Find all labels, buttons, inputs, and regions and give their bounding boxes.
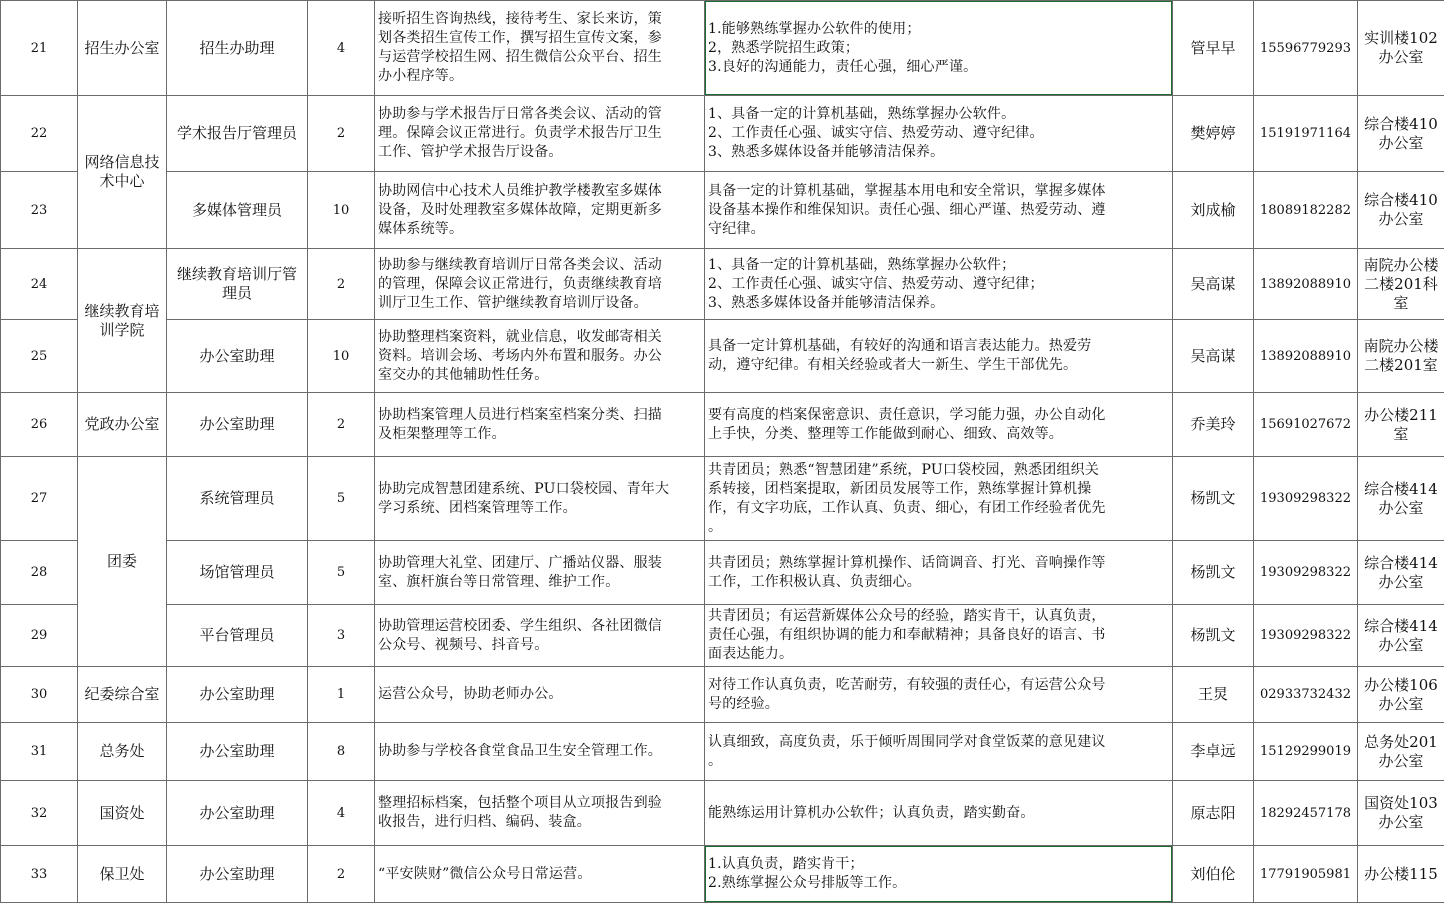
- duty-description[interactable]: [375, 96, 705, 172]
- duty-description[interactable]: [375, 172, 705, 249]
- requirements-line: 对待工作认真负责，吃苦耐劳，有较强的责任心，有运营公众号: [708, 676, 1169, 695]
- duty-description-line: 办小程序等。: [378, 67, 701, 86]
- requirements-line: 。: [708, 518, 1169, 537]
- contact-person[interactable]: 吴高谋: [1173, 249, 1254, 320]
- duty-description-line: 协助管理运营校团委、学生组织、各社团微信: [378, 617, 701, 636]
- requirements-line: 共青团员；有运营新媒体公众号的经验，踏实肯干，认真负责，: [708, 607, 1169, 626]
- post-name[interactable]: 继续教育培训厅管理员: [167, 249, 308, 320]
- office-location-line: 国资处103: [1361, 794, 1441, 813]
- office-location[interactable]: [1358, 846, 1444, 903]
- table-row: [1, 723, 1444, 781]
- requirements-line: 3.良好的沟通能力，责任心强，细心严谨。: [708, 58, 1169, 77]
- duty-description-line: 协助完成智慧团建系统、PU口袋校园、青年大: [378, 480, 701, 499]
- office-location[interactable]: [1358, 249, 1444, 320]
- department[interactable]: 保卫处: [78, 846, 167, 903]
- duty-description-line: 与运营学校招生网、招生微信公众平台、招生: [378, 48, 701, 67]
- contact-phone[interactable]: 18089182282: [1254, 172, 1358, 249]
- requirements-line: 2、工作责任心强、诚实守信、热爱劳动、遵守纪律。: [708, 124, 1169, 143]
- office-location[interactable]: [1358, 172, 1444, 249]
- row-number[interactable]: 25: [1, 320, 78, 393]
- duty-description-line: 收报告，进行归档、编码、装盒。: [378, 813, 701, 832]
- requirements-line: 工作，工作积极认真、负责细心。: [708, 573, 1169, 592]
- duty-description-line: 协助网信中心技术人员维护教学楼教室多媒体: [378, 182, 701, 201]
- office-location-line: 南院办公楼: [1361, 337, 1441, 356]
- requirements-line: 守纪律。: [708, 220, 1169, 239]
- headcount[interactable]: 4: [308, 1, 375, 96]
- table-row: [1, 457, 1444, 541]
- contact-phone[interactable]: 17791905981: [1254, 846, 1358, 903]
- post-name[interactable]: 办公室助理: [167, 393, 308, 457]
- office-location-line: 综合楼410: [1361, 115, 1441, 134]
- duty-description[interactable]: [375, 541, 705, 605]
- requirements-line: 3、熟悉多媒体设备并能够清洁保养。: [708, 143, 1169, 162]
- duty-description-line: 划各类招生宣传工作，撰写招生宣传文案，参: [378, 29, 701, 48]
- duty-description-line: 接听招生咨询热线，接待考生、家长来访，策: [378, 10, 701, 29]
- duty-description-line: 媒体系统等。: [378, 220, 701, 239]
- headcount[interactable]: 2: [308, 96, 375, 172]
- requirements-line: 设备基本操作和维保知识。责任心强、细心严谨、热爱劳动、遵: [708, 201, 1169, 220]
- headcount[interactable]: 2: [308, 846, 375, 903]
- requirements-line: 共青团员；熟练掌握计算机操作、话筒调音、打光、音响操作等: [708, 554, 1169, 573]
- post-name[interactable]: 办公室助理: [167, 781, 308, 846]
- row-number[interactable]: 21: [1, 1, 78, 96]
- requirements-line: 面表达能力。: [708, 645, 1169, 664]
- office-location[interactable]: [1358, 96, 1444, 172]
- duty-description-line: 公众号、视频号、抖音号。: [378, 636, 701, 655]
- office-location-line: 办公楼211: [1361, 406, 1441, 425]
- headcount[interactable]: 2: [308, 393, 375, 457]
- office-location-line: 办公室: [1361, 499, 1441, 518]
- office-location[interactable]: [1358, 667, 1444, 723]
- post-name[interactable]: 办公室助理: [167, 723, 308, 781]
- contact-person[interactable]: 原志阳: [1173, 781, 1254, 846]
- department[interactable]: 纪委综合室: [78, 667, 167, 723]
- department[interactable]: 党政办公室: [78, 393, 167, 457]
- duty-description[interactable]: [375, 781, 705, 846]
- duty-description-line: 学习系统、团档案管理等工作。: [378, 499, 701, 518]
- contact-person[interactable]: 杨凯文: [1173, 541, 1254, 605]
- office-location-line: 综合楼414: [1361, 617, 1441, 636]
- office-location-line: 室: [1361, 425, 1441, 444]
- requirements[interactable]: [705, 1, 1173, 96]
- headcount[interactable]: 8: [308, 723, 375, 781]
- post-name[interactable]: 平台管理员: [167, 605, 308, 667]
- office-location-line: 办公室: [1361, 573, 1441, 592]
- department[interactable]: 继续教育培训学院: [78, 249, 167, 393]
- requirements-line: 2、工作责任心强、诚实守信、热爱劳动、遵守纪律；: [708, 275, 1169, 294]
- contact-phone[interactable]: 19309298322: [1254, 457, 1358, 541]
- table-row: [1, 320, 1444, 393]
- duty-description-line: 资料。培训会场、考场内外布置和服务。办公: [378, 347, 701, 366]
- office-location[interactable]: [1358, 723, 1444, 781]
- requirements[interactable]: [705, 605, 1173, 667]
- requirements[interactable]: [705, 249, 1173, 320]
- requirements[interactable]: [705, 320, 1173, 393]
- requirements-line: 能熟练运用计算机办公软件；认真负责，踏实勤奋。: [708, 804, 1169, 823]
- requirements[interactable]: [705, 846, 1173, 903]
- requirements-line: 认真细致，高度负责，乐于倾听周围同学对食堂饭菜的意见建议: [708, 733, 1169, 752]
- office-location-line: 办公楼115: [1361, 865, 1441, 884]
- row-number[interactable]: 29: [1, 605, 78, 667]
- table-row: [1, 781, 1444, 846]
- duty-description-line: 协助参与学术报告厅日常各类会议、活动的管: [378, 105, 701, 124]
- table-row: [1, 667, 1444, 723]
- requirements-line: 1、具备一定的计算机基础，熟练掌握办公软件；: [708, 256, 1169, 275]
- contact-phone[interactable]: 02933732432: [1254, 667, 1358, 723]
- office-location-line: 总务处201: [1361, 733, 1441, 752]
- row-number[interactable]: 26: [1, 393, 78, 457]
- duty-description-line: 运营公众号，协助老师办公。: [378, 685, 701, 704]
- duty-description[interactable]: [375, 249, 705, 320]
- duty-description[interactable]: [375, 393, 705, 457]
- requirements-line: 1.能够熟练掌握办公软件的使用；: [708, 20, 1169, 39]
- duty-description[interactable]: [375, 723, 705, 781]
- post-name[interactable]: 办公室助理: [167, 667, 308, 723]
- duty-description-line: “平安陕财”微信公众号日常运营。: [378, 865, 701, 884]
- headcount[interactable]: 5: [308, 541, 375, 605]
- row-number[interactable]: 33: [1, 846, 78, 903]
- office-location[interactable]: [1358, 781, 1444, 846]
- contact-phone[interactable]: 13892088910: [1254, 320, 1358, 393]
- duty-description-line: 理。保障会议正常进行。负责学术报告厅卫生: [378, 124, 701, 143]
- post-name[interactable]: 多媒体管理员: [167, 172, 308, 249]
- duty-description-line: 工作、管护学术报告厅设备。: [378, 143, 701, 162]
- headcount[interactable]: 3: [308, 605, 375, 667]
- office-location-line: 办公楼106: [1361, 676, 1441, 695]
- requirements-line: 3、熟悉多媒体设备并能够清洁保养。: [708, 294, 1169, 313]
- row-number[interactable]: 30: [1, 667, 78, 723]
- department[interactable]: 招生办公室: [78, 1, 167, 96]
- requirements[interactable]: [705, 457, 1173, 541]
- post-name[interactable]: 系统管理员: [167, 457, 308, 541]
- duty-description-line: 协助档案管理人员进行档案室档案分类、扫描: [378, 406, 701, 425]
- row-number[interactable]: 31: [1, 723, 78, 781]
- row-number[interactable]: 24: [1, 249, 78, 320]
- department[interactable]: 总务处: [78, 723, 167, 781]
- contact-phone[interactable]: 15191971164: [1254, 96, 1358, 172]
- requirements-line: 。: [708, 752, 1169, 771]
- office-location-line: 二楼201科: [1361, 275, 1441, 294]
- table-row: [1, 846, 1444, 903]
- post-name[interactable]: 办公室助理: [167, 320, 308, 393]
- requirements[interactable]: [705, 667, 1173, 723]
- requirements[interactable]: [705, 393, 1173, 457]
- contact-phone[interactable]: 18292457178: [1254, 781, 1358, 846]
- department[interactable]: 团委: [78, 457, 167, 667]
- contact-person[interactable]: 管早早: [1173, 1, 1254, 96]
- requirements-line: 共青团员；熟悉“智慧团建”系统，PU口袋校园，熟悉团组织关: [708, 461, 1169, 480]
- duty-description[interactable]: [375, 846, 705, 903]
- requirements-line: 动，遵守纪律。有相关经验或者大一新生、学生干部优先。: [708, 356, 1169, 375]
- office-location-line: 室: [1361, 294, 1441, 313]
- office-location-line: 综合楼414: [1361, 480, 1441, 499]
- department[interactable]: 国资处: [78, 781, 167, 846]
- headcount[interactable]: 5: [308, 457, 375, 541]
- duty-description-line: 训厅卫生工作、管护继续教育培训厅设备。: [378, 294, 701, 313]
- requirements-line: 2，熟悉学院招生政策；: [708, 39, 1169, 58]
- row-number[interactable]: 22: [1, 96, 78, 172]
- duty-description[interactable]: [375, 605, 705, 667]
- office-location[interactable]: [1358, 541, 1444, 605]
- duty-description-line: 的管理，保障会议正常进行，负责继续教育培: [378, 275, 701, 294]
- requirements-line: 系转接，团档案提取，新团员发展等工作，熟练掌握计算机操: [708, 480, 1169, 499]
- office-location-line: 实训楼102: [1361, 29, 1441, 48]
- contact-person[interactable]: 杨凯文: [1173, 605, 1254, 667]
- post-name[interactable]: 场馆管理员: [167, 541, 308, 605]
- duty-description-line: 室交办的其他辅助性任务。: [378, 366, 701, 385]
- contact-person[interactable]: 李卓远: [1173, 723, 1254, 781]
- contact-person[interactable]: 刘成榆: [1173, 172, 1254, 249]
- requirements[interactable]: [705, 723, 1173, 781]
- office-location-line: 办公室: [1361, 752, 1441, 771]
- requirements-line: 2.熟练掌握公众号排版等工作。: [708, 874, 1169, 893]
- duty-description[interactable]: [375, 457, 705, 541]
- row-number[interactable]: 27: [1, 457, 78, 541]
- office-location-line: 办公室: [1361, 636, 1441, 655]
- office-location-line: 办公室: [1361, 210, 1441, 229]
- requirements-line: 作，有文字功底，工作认真、负责、细心，有团工作经验者优先: [708, 499, 1169, 518]
- requirements[interactable]: [705, 541, 1173, 605]
- headcount[interactable]: 4: [308, 781, 375, 846]
- table-row: [1, 249, 1444, 320]
- post-name[interactable]: 招生办助理: [167, 1, 308, 96]
- duty-description[interactable]: [375, 1, 705, 96]
- duty-description-line: 协助参与学校各食堂食品卫生安全管理工作。: [378, 742, 701, 761]
- headcount[interactable]: 2: [308, 249, 375, 320]
- contact-phone[interactable]: 19309298322: [1254, 605, 1358, 667]
- requirements[interactable]: [705, 96, 1173, 172]
- headcount[interactable]: 10: [308, 172, 375, 249]
- office-location-line: 办公室: [1361, 813, 1441, 832]
- duty-description-line: 整理招标档案，包括整个项目从立项报告到验: [378, 794, 701, 813]
- headcount[interactable]: 1: [308, 667, 375, 723]
- office-location[interactable]: [1358, 457, 1444, 541]
- contact-phone[interactable]: 13892088910: [1254, 249, 1358, 320]
- contact-person[interactable]: 樊婷婷: [1173, 96, 1254, 172]
- requirements-line: 号的经验。: [708, 695, 1169, 714]
- requirements-line: 责任心强，有组织协调的能力和奉献精神；具备良好的语言、书: [708, 626, 1169, 645]
- row-number[interactable]: 28: [1, 541, 78, 605]
- contact-person[interactable]: 乔美玲: [1173, 393, 1254, 457]
- office-location-line: 综合楼414: [1361, 554, 1441, 573]
- office-location[interactable]: [1358, 605, 1444, 667]
- office-location-line: 办公室: [1361, 134, 1441, 153]
- office-location[interactable]: [1358, 393, 1444, 457]
- duty-description-line: 协助参与继续教育培训厅日常各类会议、活动: [378, 256, 701, 275]
- contact-phone[interactable]: 15691027672: [1254, 393, 1358, 457]
- row-number[interactable]: 23: [1, 172, 78, 249]
- requirements-line: 上手快，分类、整理等工作能做到耐心、细致、高效等。: [708, 425, 1169, 444]
- row-number[interactable]: 32: [1, 781, 78, 846]
- table-row: [1, 393, 1444, 457]
- office-location[interactable]: [1358, 320, 1444, 393]
- contact-person[interactable]: 王炅: [1173, 667, 1254, 723]
- office-location-line: 综合楼410: [1361, 191, 1441, 210]
- requirements[interactable]: [705, 781, 1173, 846]
- department[interactable]: 网络信息技术中心: [78, 96, 167, 249]
- requirements-line: 要有高度的档案保密意识、责任意识，学习能力强，办公自动化: [708, 406, 1169, 425]
- contact-person[interactable]: 吴高谋: [1173, 320, 1254, 393]
- office-location-line: 二楼201室: [1361, 356, 1441, 375]
- requirements[interactable]: [705, 172, 1173, 249]
- post-name[interactable]: 学术报告厅管理员: [167, 96, 308, 172]
- contact-person[interactable]: 刘伯伦: [1173, 846, 1254, 903]
- table-row: [1, 172, 1444, 249]
- contact-phone[interactable]: 15129299019: [1254, 723, 1358, 781]
- table-row: [1, 1, 1444, 96]
- office-location-line: 办公室: [1361, 48, 1441, 67]
- duty-description[interactable]: [375, 667, 705, 723]
- requirements-line: 具备一定的计算机基础，掌握基本用电和安全常识，掌握多媒体: [708, 182, 1169, 201]
- table-row: [1, 605, 1444, 667]
- table-row: [1, 541, 1444, 605]
- requirements-line: 1.认真负责，踏实肯干；: [708, 855, 1169, 874]
- duty-description-line: 室、旗杆旗台等日常管理、维护工作。: [378, 573, 701, 592]
- office-location[interactable]: [1358, 1, 1444, 96]
- duty-description[interactable]: [375, 320, 705, 393]
- headcount[interactable]: 10: [308, 320, 375, 393]
- office-location-line: 南院办公楼: [1361, 256, 1441, 275]
- requirements-line: 具备一定计算机基础，有较好的沟通和语言表达能力。热爱劳: [708, 337, 1169, 356]
- post-name[interactable]: 办公室助理: [167, 846, 308, 903]
- duty-description-line: 设备，及时处理教室多媒体故障，定期更新多: [378, 201, 701, 220]
- contact-person[interactable]: 杨凯文: [1173, 457, 1254, 541]
- duty-description-line: 协助管理大礼堂、团建厅、广播站仪器、服装: [378, 554, 701, 573]
- duty-description-line: 及柜架整理等工作。: [378, 425, 701, 444]
- table-row: [1, 96, 1444, 172]
- contact-phone[interactable]: 15596779293: [1254, 1, 1358, 96]
- requirements-line: 1、具备一定的计算机基础，熟练掌握办公软件。: [708, 105, 1169, 124]
- duty-description-line: 协助整理档案资料，就业信息，收发邮寄相关: [378, 328, 701, 347]
- contact-phone[interactable]: 19309298322: [1254, 541, 1358, 605]
- office-location-line: 办公室: [1361, 695, 1441, 714]
